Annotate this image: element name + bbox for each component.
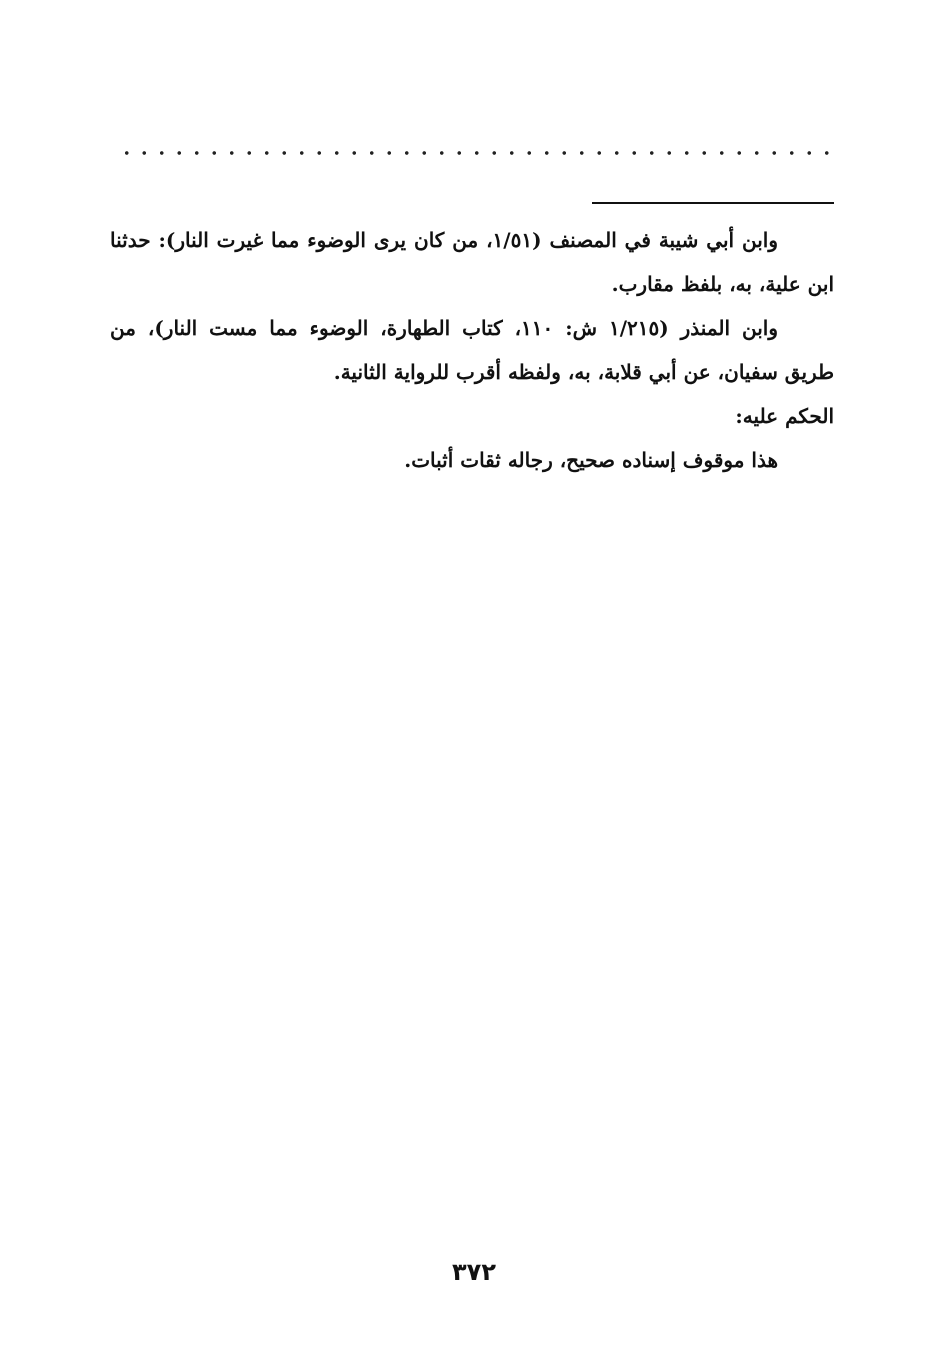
- ruling-text: هذا موقوف إسناده صحيح، رجاله ثقات أثبات.: [404, 448, 778, 472]
- footnote-paragraph-2: وابن المنذر (١/٢١٥ ش: ١١٠، كتاب الطهارة، الوضوء مما مست النار)، من طريق سفيان، عن أبي قلابة، به، ولفظه أقرب للرواية الثانية.: [110, 316, 834, 384]
- footnote-text-block: [110, 218, 834, 482]
- ruling-heading: الحكم عليه:: [735, 404, 834, 428]
- dotted-separator: [118, 148, 834, 158]
- footnote-paragraph-1: وابن أبي شيبة في المصنف (١/٥١، من كان يرى الوضوء مما غيرت النار): حدثنا ابن علية، به، بلفظ مقارب.: [110, 228, 834, 296]
- page-number: ٣٧٢: [452, 1258, 496, 1286]
- footnote-rule: [592, 202, 834, 204]
